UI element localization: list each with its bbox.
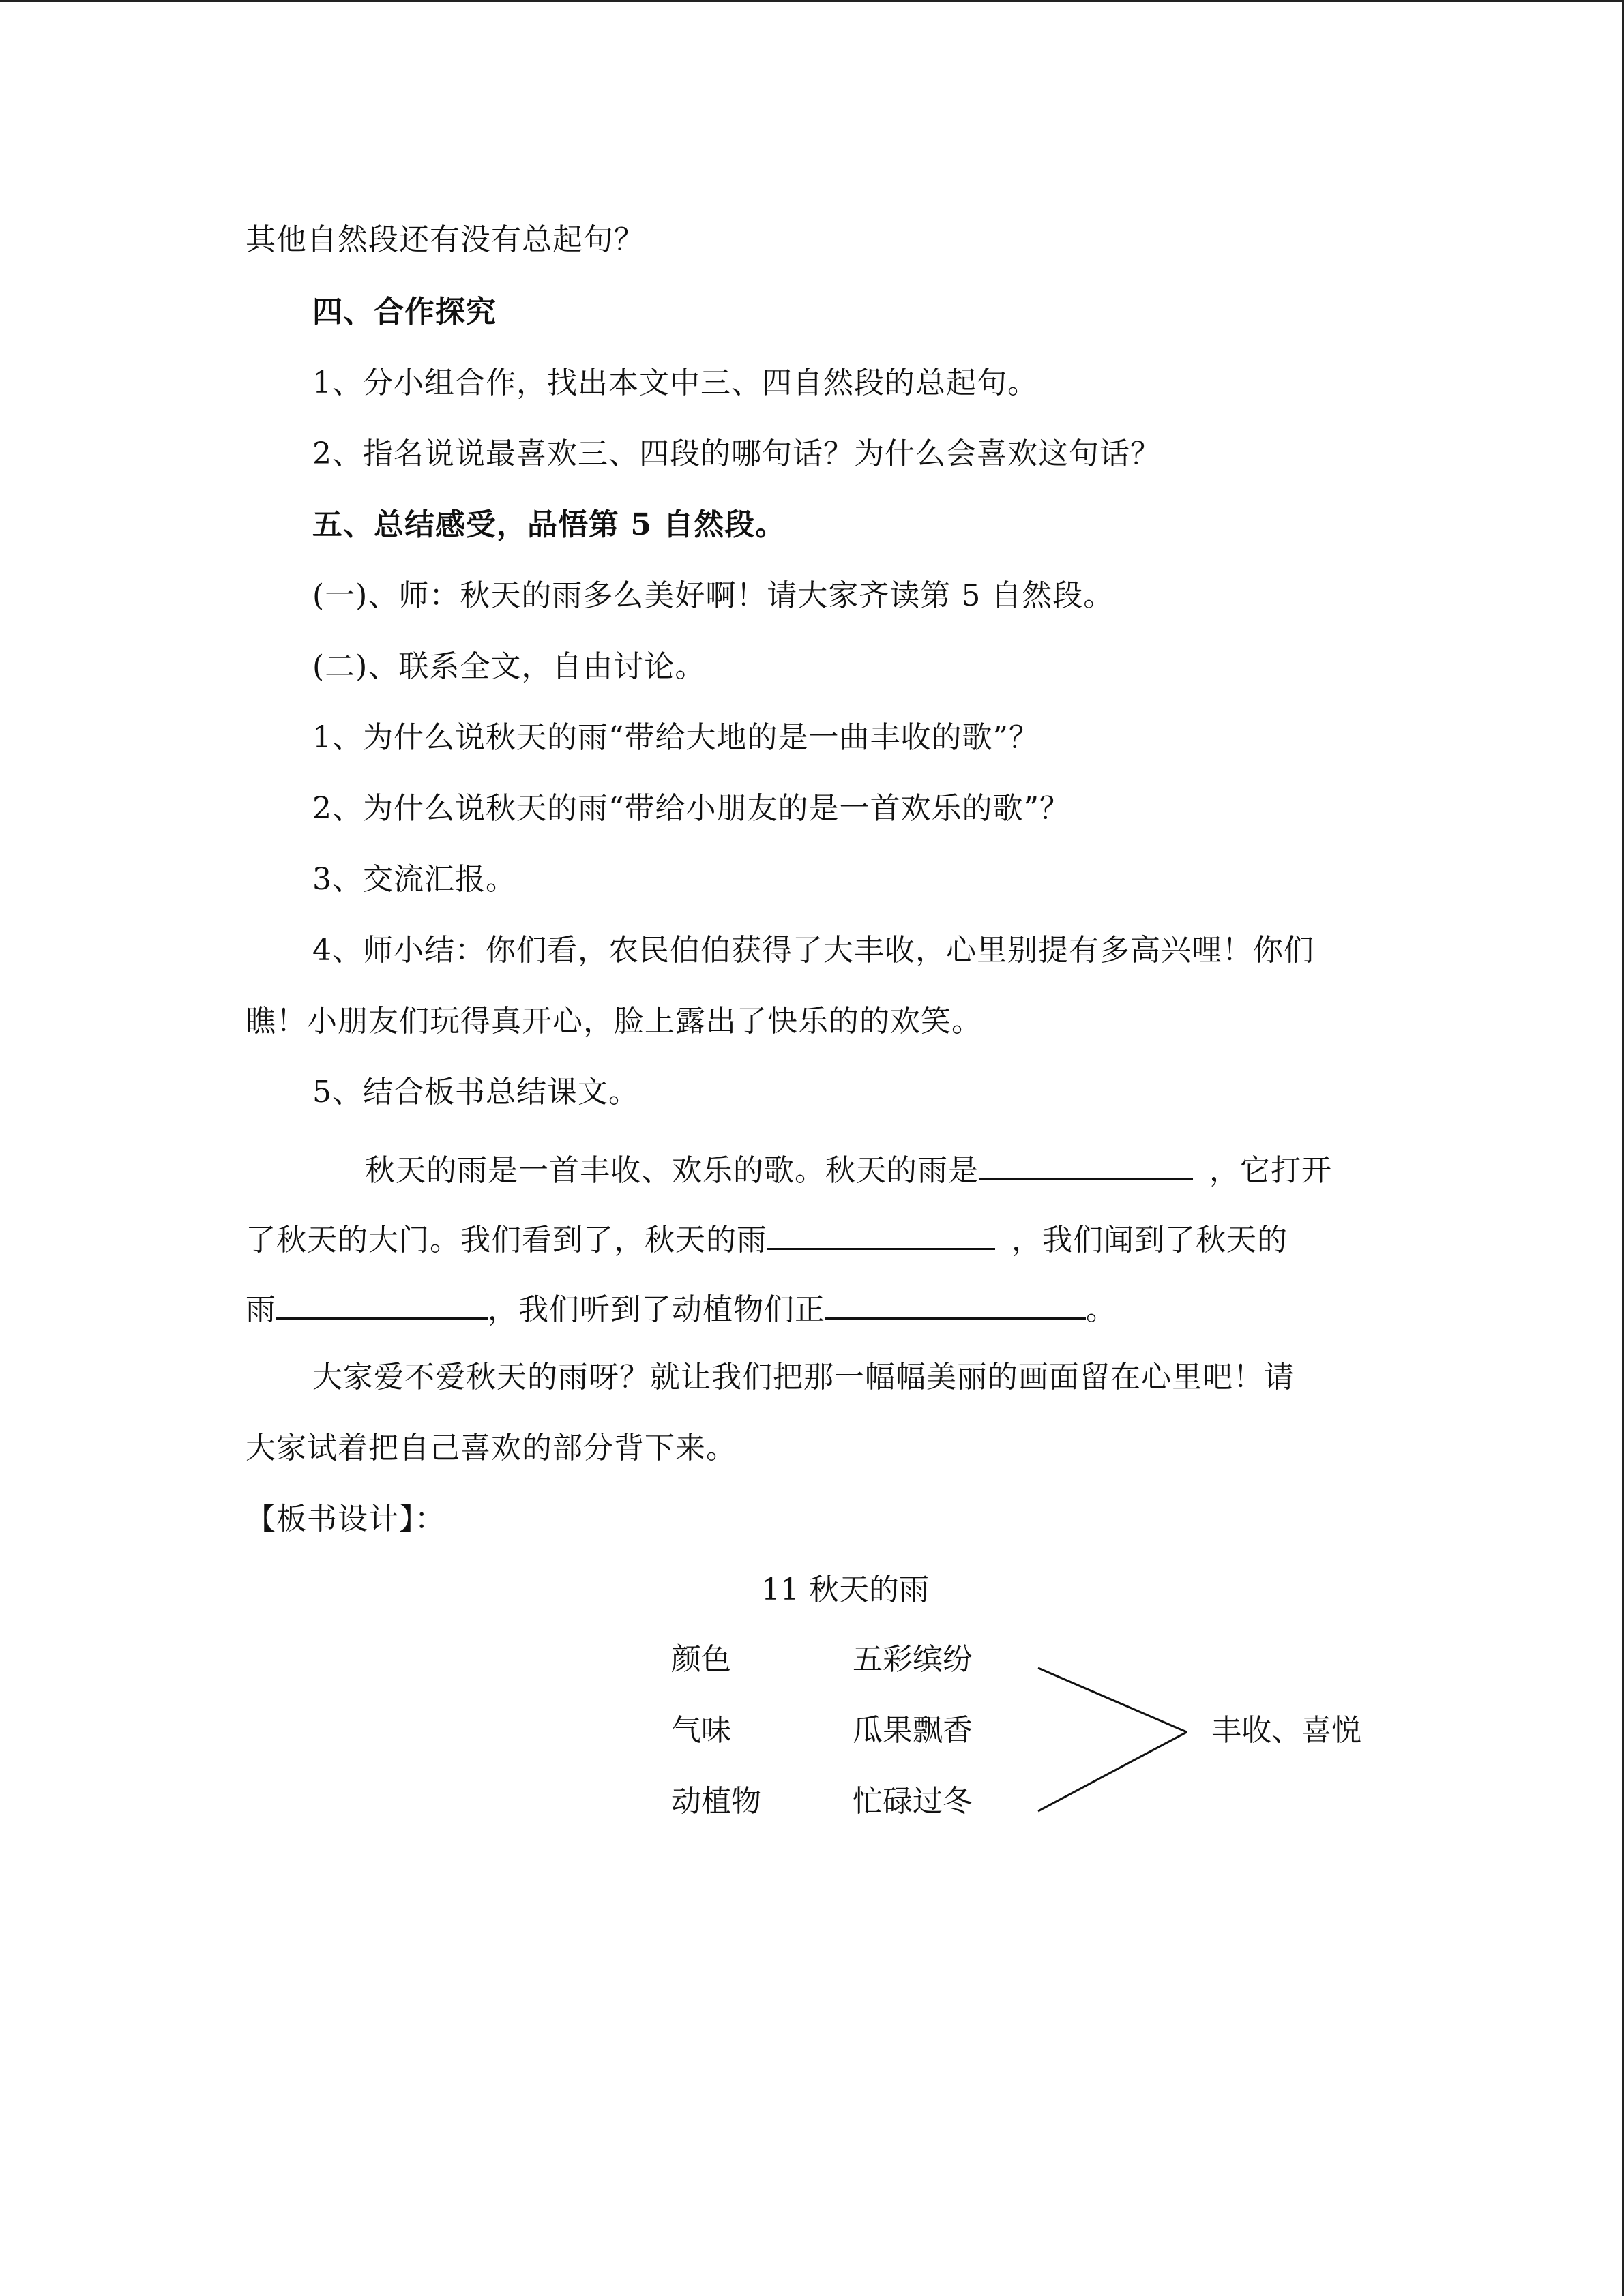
list-item: (一)、师：秋天的雨多么美好啊！请大家齐读第 5 自然段。 xyxy=(312,578,1114,613)
board-row-label: 颜色 xyxy=(671,1642,731,1677)
board-row-label: 气味 xyxy=(671,1713,731,1748)
fill-text: 了秋天的大门。我们看到了，秋天的雨 xyxy=(246,1223,767,1257)
list-item: 3、交流汇报。 xyxy=(312,862,516,897)
fill-text: ，我们听到了动植物们正 xyxy=(488,1292,825,1327)
list-item: 1、分小组合作，找出本文中三、四自然段的总起句。 xyxy=(312,366,1038,400)
board-title: 11 秋天的雨 xyxy=(761,1572,929,1607)
list-item: 2、指名说说最喜欢三、四段的哪句话？为什么会喜欢这句话？ xyxy=(312,436,1161,471)
fill-text: ，它打开 xyxy=(1209,1153,1332,1188)
fill-text: 。 xyxy=(1086,1292,1117,1327)
fill-blank-line xyxy=(246,1290,1117,1325)
paragraph-line: 瞧！小朋友们玩得真开心，脸上露出了快乐的的欢笑。 xyxy=(246,1004,982,1039)
board-row-label: 动植物 xyxy=(671,1784,761,1819)
board-row-value: 五彩缤纷 xyxy=(853,1642,973,1677)
section-heading-4: 四、合作探究 xyxy=(312,295,497,329)
paragraph-line: 大家试着把自己喜欢的部分背下来。 xyxy=(246,1431,737,1465)
fill-text: ，我们闻到了秋天的 xyxy=(1012,1223,1288,1257)
paragraph-line: 其他自然段还有没有总起句？ xyxy=(246,222,645,257)
board-heading: 【板书设计】： xyxy=(246,1502,445,1536)
answer-blank[interactable] xyxy=(276,1290,488,1320)
answer-blank[interactable] xyxy=(979,1151,1193,1180)
paragraph-line: 大家爱不爱秋天的雨呀？就让我们把那一幅幅美丽的画面留在心里吧！请 xyxy=(312,1360,1295,1395)
page-border-top xyxy=(0,0,1624,2)
list-item: 4、师小结：你们看，农民伯伯获得了大丰收，心里别提有多高兴哩！你们 xyxy=(312,933,1314,968)
list-item: 5、结合板书总结课文。 xyxy=(312,1075,639,1109)
list-item: 1、为什么说秋天的雨“带给大地的是一曲丰收的歌”？ xyxy=(312,720,1039,755)
answer-blank[interactable] xyxy=(825,1290,1086,1320)
list-item: 2、为什么说秋天的雨“带给小朋友的是一首欢乐的歌”？ xyxy=(312,791,1070,826)
board-row-value: 忙碌过冬 xyxy=(853,1784,973,1819)
list-item: (二)、联系全文，自由讨论。 xyxy=(312,649,706,684)
fill-blank-line xyxy=(246,1221,1288,1255)
board-converging-lines xyxy=(1023,1650,1194,1821)
fill-text: 秋天的雨是一首丰收、欢乐的歌。秋天的雨是 xyxy=(365,1153,979,1188)
fill-text: 雨 xyxy=(246,1292,276,1327)
board-summary: 丰收、喜悦 xyxy=(1211,1713,1361,1748)
board-row-value: 瓜果飘香 xyxy=(853,1713,973,1748)
answer-blank[interactable] xyxy=(767,1221,995,1250)
section-heading-5: 五、总结感受，品悟第 5 自然段。 xyxy=(312,507,786,542)
fill-blank-line xyxy=(365,1151,1332,1186)
